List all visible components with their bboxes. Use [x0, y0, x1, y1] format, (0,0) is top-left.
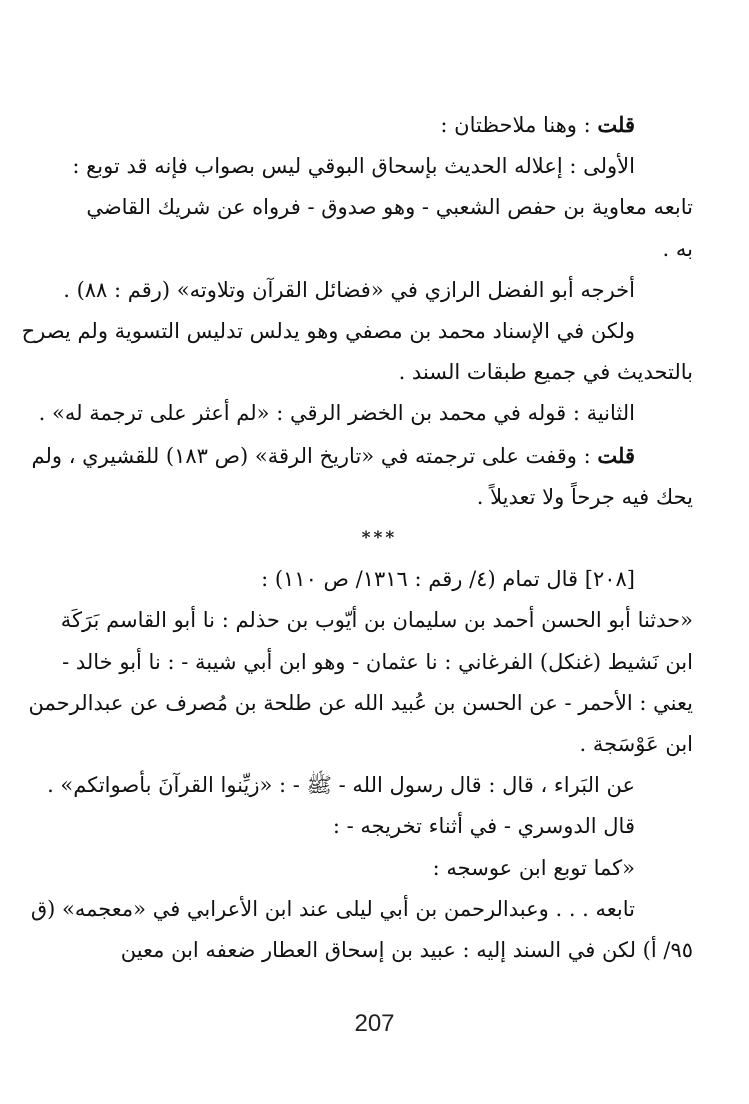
line-text: الأولى : إعلاله الحديث بإسحاق البوقي ليس بصواب فإنه قد توبع : [72, 154, 635, 179]
text-line [62, 642, 693, 683]
page-body [21, 104, 693, 971]
text-line [66, 848, 693, 889]
text-line [63, 270, 693, 311]
text-line [60, 600, 693, 641]
text-line [47, 765, 693, 806]
text-line [66, 229, 693, 270]
text-line [66, 352, 693, 393]
line-text: [٢٠٨] قال تمام (٤/ رقم : ١٣١٦/ ص ١١٠) : [261, 567, 635, 592]
text-line [66, 930, 693, 971]
line-text: بالتحديث في جميع طبقات السند . [398, 360, 693, 385]
line-text: يعني : الأحمر - عن الحسن بن عُبيد الله عن طلحة بن مُصرف عن عبدالرحمن [28, 690, 693, 715]
line-text: أخرجه أبو الفضل الرازي في «فضائل القرآن وتلاوته» (رقم : ٨٨) . [63, 277, 635, 302]
section-separator: *** [361, 528, 398, 549]
line-text: عن البَراء ، قال : قال رسول الله - ﷺ - : «زيِّنوا القرآنَ بأصواتكم» . [47, 773, 635, 798]
line-text: تابعه معاوية بن حفص الشعبي - وهو صدوق - فرواه عن شريك القاضي [86, 195, 693, 220]
text-line [30, 889, 693, 930]
text-line [66, 559, 693, 600]
line-text: به . [662, 236, 693, 261]
text-line [21, 311, 693, 352]
line-text: الثانية : قوله في محمد بن الخضر الرقي : «لم أعثر على ترجمة له» . [38, 401, 635, 426]
line-text: : وهنا ملاحظتان : [440, 113, 598, 137]
line-text: قال الدوسري - في أثناء تخريجه - : [332, 814, 635, 839]
text-line [66, 724, 693, 765]
line-text: «كما توبع ابن عوسجه : [432, 855, 635, 880]
text-line [38, 393, 693, 434]
text-line [66, 806, 693, 847]
bold-lead-word: قلت [597, 442, 635, 468]
bold-lead-word: قلت [597, 112, 635, 137]
text-line [31, 435, 693, 477]
line-text: تابعه . . . وعبدالرحمن بن أبي ليلى عند ابن الأعرابي في «معجمه» (ق [30, 896, 635, 921]
page-number: 207 [354, 1010, 395, 1037]
text-line [66, 187, 693, 228]
line-text: ولكن في الإسناد محمد بن مصفي وهو يدلس تدليس التسوية ولم يصرح [21, 319, 635, 344]
text-line [28, 683, 693, 724]
text-line [66, 104, 693, 146]
line-text: ابن نَشيط (غنكل) الفرغاني : نا عثمان - وهو ابن أبي شيبة - : نا أبو خالد - [62, 649, 693, 674]
text-line [66, 146, 693, 187]
text-line [66, 477, 693, 518]
line-text: ٩٥/ أ) لكن في السند إليه : عبيد بن إسحاق العطار ضعفه ابن معين [120, 938, 693, 963]
line-text: : وقفت على ترجمته في «تاريخ الرقة» (ص ١٨٣) للقشيري ، ولم [31, 443, 598, 468]
line-text: يحك فيه جرحاً ولا تعديلاً . [476, 484, 693, 509]
line-text: ابن عَوْسَجة . [579, 732, 693, 757]
line-text: «حدثنا أبو الحسن أحمد بن سليمان بن أيّوب بن حذلم : نا أبو القاسم بَرَكَة [60, 608, 693, 633]
